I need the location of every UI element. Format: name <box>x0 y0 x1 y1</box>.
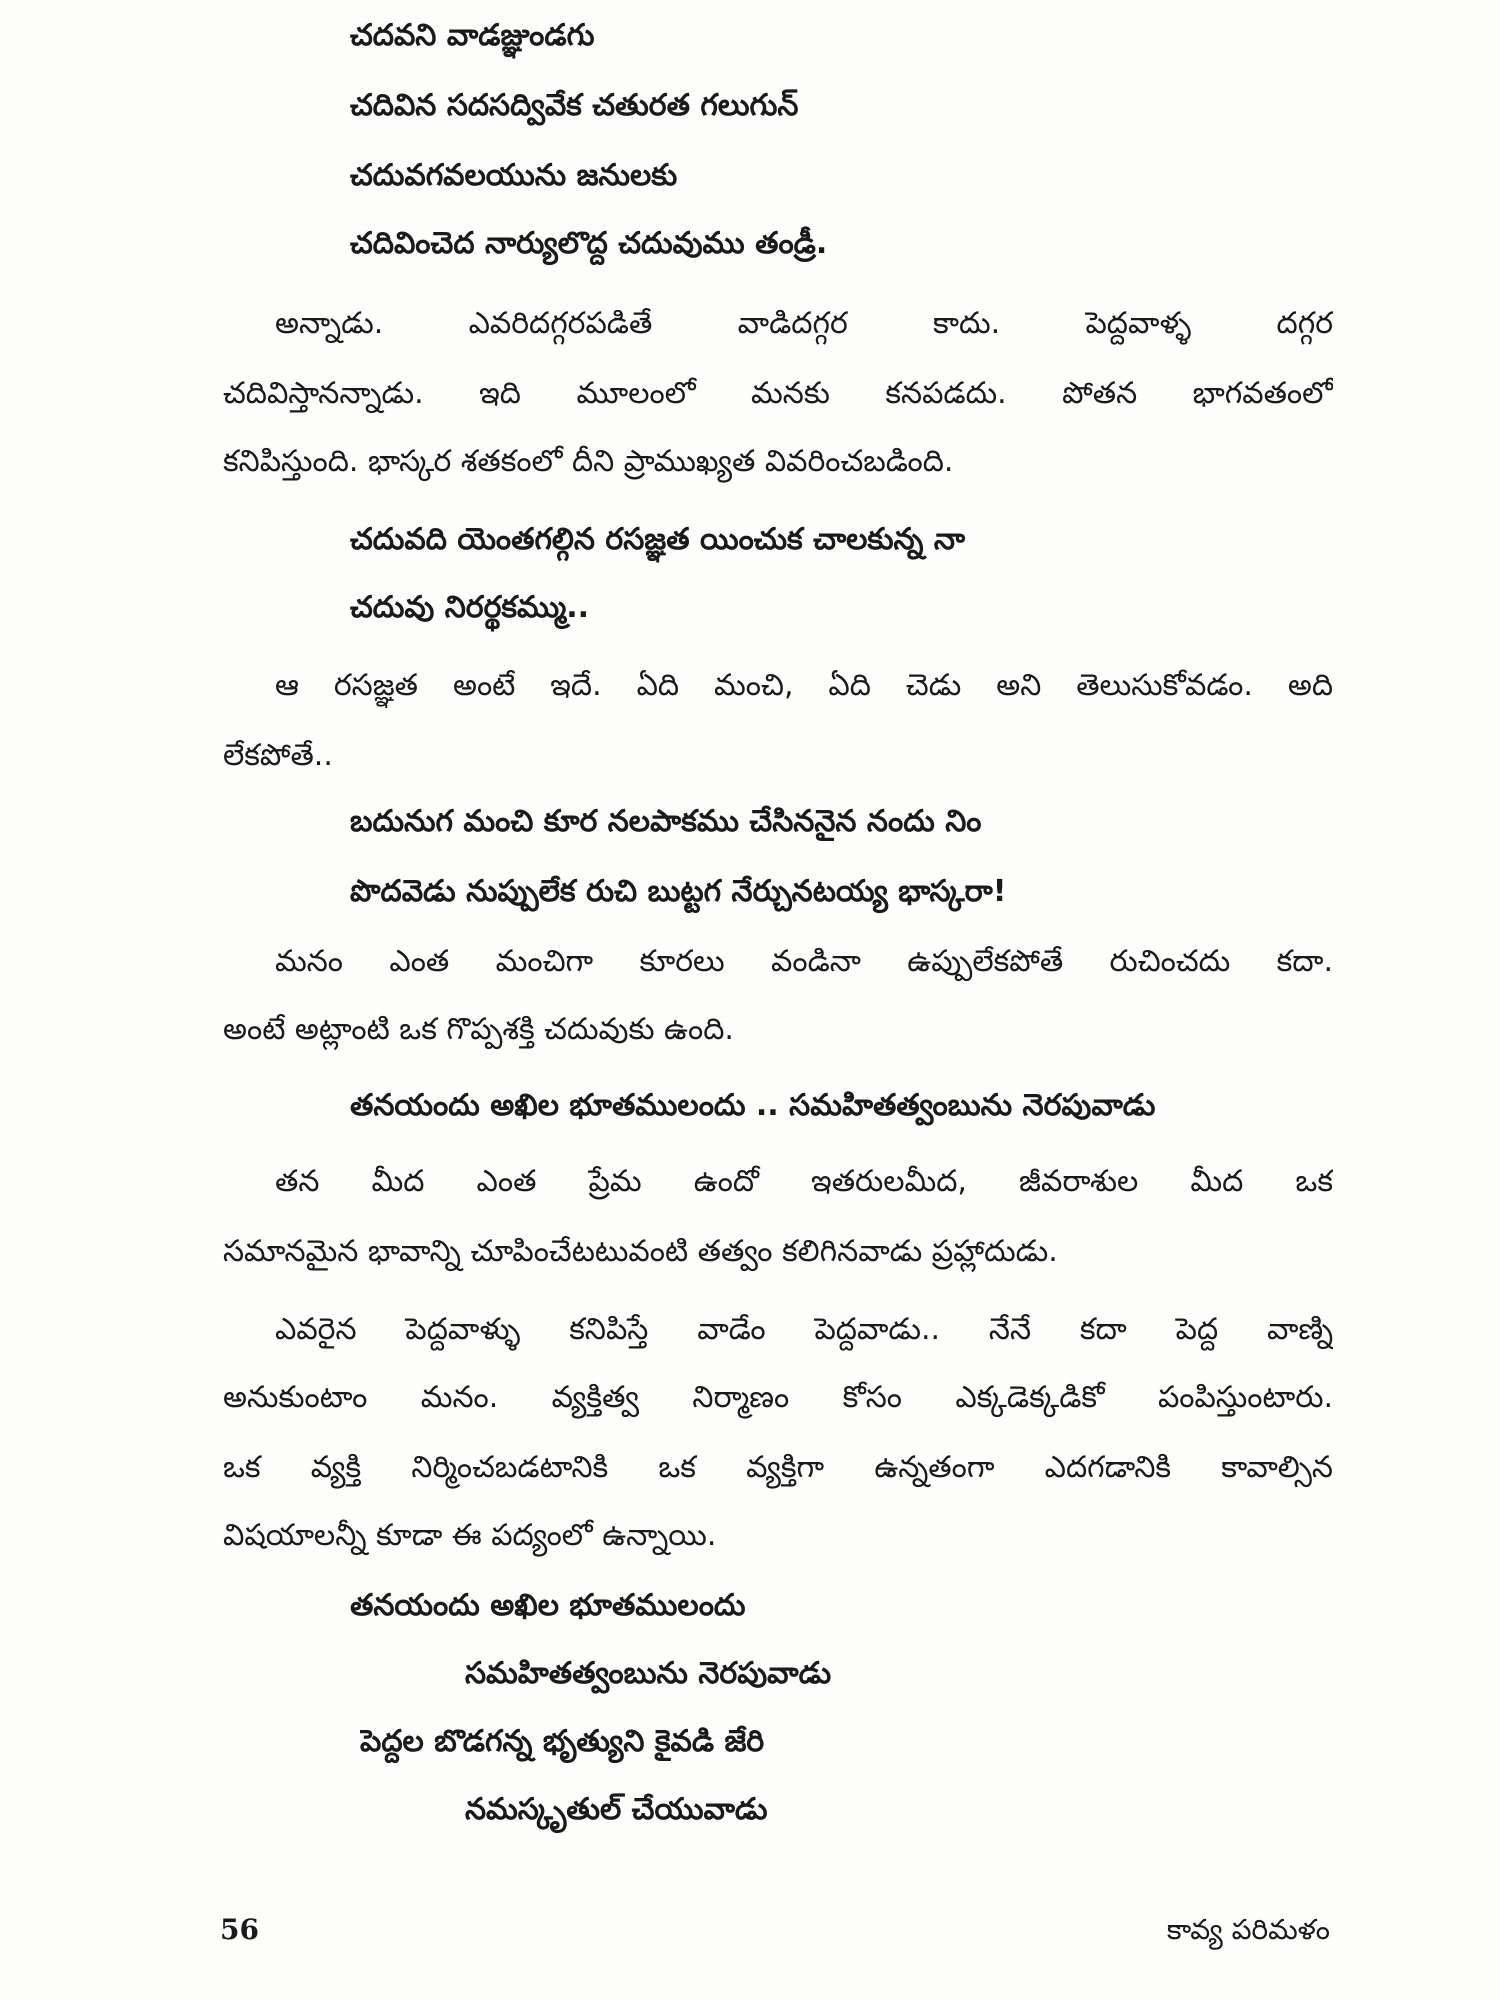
verse-line: చదివించెద నార్యులొద్ద చదువుము తండ్రీ. <box>350 226 828 261</box>
verse-line: నమస్కృతుల్ చేయువాడు <box>465 1792 768 1827</box>
verse-line: పెద్దల బొడగన్న భృత్యుని కైవడి జేరి <box>360 1724 765 1759</box>
verse-line: చదువగవలయును జనులకు <box>350 158 678 193</box>
prose-line: అనుకుంటాం మనం. వ్యక్తిత్వ నిర్మాణం కోసం ఎక్కడెక్కడికో పంపిస్తుంటారు. <box>223 1380 1333 1415</box>
prose-line: ఒక వ్యక్తి నిర్మించబడటానికి ఒక వ్యక్తిగా ఉన్నతంగా ఎదగడానికి కావాల్సిన <box>223 1450 1333 1485</box>
page-number: 56 <box>220 1913 259 1946</box>
prose-line: మనం ఎంత మంచిగా కూరలు వండినా ఉప్పులేకపోతే రుచించదు కదా. <box>275 944 1333 979</box>
verse-line: బదునుగ మంచి కూర నలపాకము చేసిననైన నందు నిం <box>350 804 982 839</box>
verse-line: చదువు నిరర్థకమ్ము.. <box>350 590 590 625</box>
prose-line: చదివిస్తానన్నాడు. ఇది మూలంలో మనకు కనపడదు. పోతన భాగవతంలో <box>223 376 1333 411</box>
prose-line: అన్నాడు. ఎవరిదగ్గరపడితే వాడిదగ్గర కాదు. పెద్దవాళ్ళ దగ్గర <box>275 306 1333 341</box>
verse-line: తనయందు అఖిల భూతములందు <box>350 1588 746 1623</box>
prose-line: విషయాలన్నీ కూడా ఈ పద్యంలో ఉన్నాయి. <box>223 1518 717 1553</box>
prose-line: కనిపిస్తుంది. భాస్కర శతకంలో దీని ప్రాముఖ్యత వివరించబడింది. <box>223 444 954 479</box>
prose-line: ఎవరైన పెద్దవాళ్ళు కనిపిస్తే వాడేం పెద్దవాడు.. నేనే కదా పెద్ద వాణ్ని <box>275 1312 1333 1347</box>
prose-line: అంటే అట్లాంటి ఒక గొప్పశక్తి చదువుకు ఉంది. <box>223 1012 734 1047</box>
verse-line: చదువది యెంతగల్గిన రసజ్ఞత యించుక చాలకున్న నా <box>350 522 966 557</box>
prose-line: సమానమైన భావాన్ని చూపించేటటువంటి తత్వం కలిగినవాడు ప్రహ్లాదుడు. <box>223 1234 1058 1269</box>
book-title: కావ్య పరిమళం <box>1166 1913 1330 1946</box>
prose-line: తన మీద ఎంత ప్రేమ ఉందో ఇతరులమీద, జీవరాశుల మీద ఒక <box>275 1164 1333 1199</box>
verse-line: చదివిన సదసద్వివేక చతురత గలుగున్ <box>350 88 799 123</box>
verse-line: సమహితత్వంబును నెరపువాడు <box>465 1656 832 1691</box>
verse-line: తనయందు అఖిల భూతములందు .. సమహితత్వంబును నెరపువాడు <box>350 1088 1156 1123</box>
prose-line: లేకపోతే.. <box>223 738 333 773</box>
verse-line: చదవని వాడజ్ఞుండగు <box>350 18 595 53</box>
prose-line: ఆ రసజ్ఞత అంటే ఇదే. ఏది మంచి, ఏది చెడు అని తెలుసుకోవడం. అది <box>275 668 1333 703</box>
verse-line: పొదవెడు నుప్పులేక రుచి బుట్టగ నేర్చునటయ్య భాస్కరా! <box>350 874 1007 909</box>
